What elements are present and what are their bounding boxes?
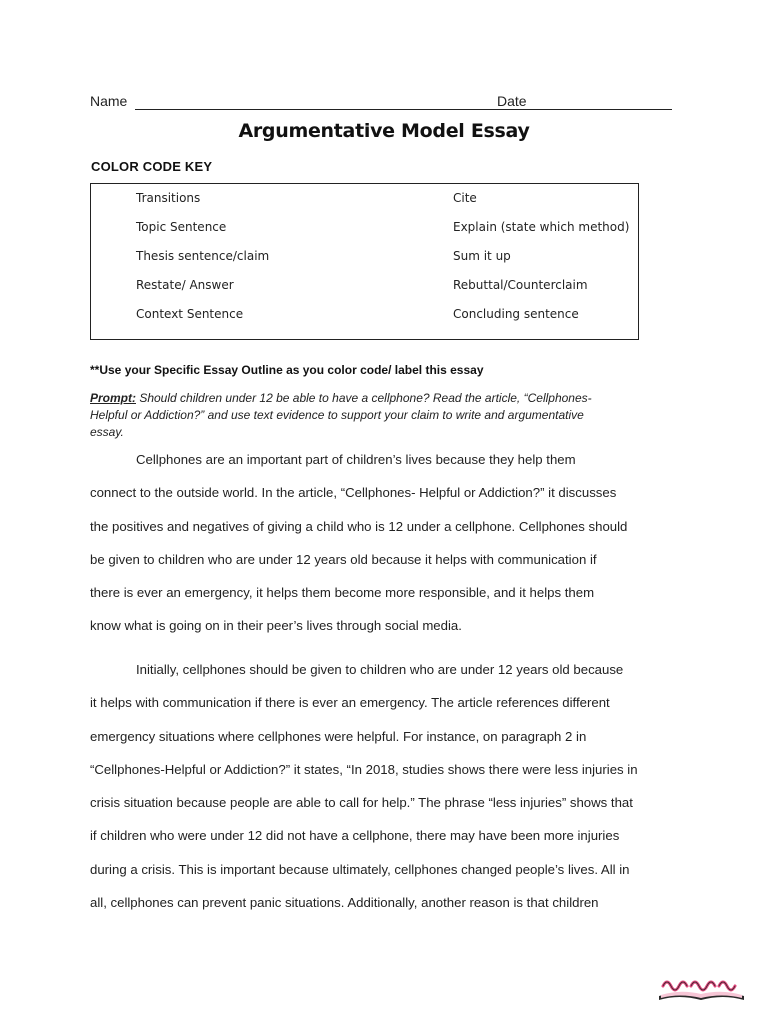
essay-line: know what is going on in their peer’s lives through social media. [90,618,462,634]
essay-line: crisis situation because people are able to call for help.” The phrase “less injuries” shows that [90,795,633,811]
date-field-line[interactable] [534,109,672,110]
essay-line: emergency situations where cellphones were helpful. For instance, on paragraph 2 in [90,728,587,744]
book-logo-icon [655,974,748,1002]
essay-line: the positives and negatives of giving a child who is 12 under a cellphone. Cellphones should [90,518,628,534]
page-title: Argumentative Model Essay [238,120,530,142]
key-item-rebuttal: Rebuttal/Counterclaim [453,278,588,292]
date-label: Date [497,93,527,109]
name-label: Name [90,93,128,109]
key-item-thesis: Thesis sentence/claim [136,249,270,263]
prompt-text: Should children under 12 be able to have a cellphone? Read the article, “Cellphones- [136,391,592,405]
publisher-logo [655,974,748,1002]
essay-prompt [90,390,680,441]
color-code-key-heading: COLOR CODE KEY [91,159,213,174]
essay-line: it helps with communication if there is ever an emergency. The article references different [90,695,610,711]
key-item-cite: Cite [453,191,477,205]
key-item-transitions: Transitions [136,191,201,205]
name-date-row [90,93,675,113]
prompt-line: essay. [90,425,124,439]
key-item-topic-sentence: Topic Sentence [136,220,227,234]
outline-instruction: **Use your Specific Essay Outline as you color code/ label this essay [90,363,484,377]
key-item-context: Context Sentence [136,307,244,321]
key-item-sum-it-up: Sum it up [453,249,511,263]
prompt-line [90,390,680,407]
essay-line: during a crisis. This is important because ultimately, cellphones changed people’s lives. All in [90,861,630,877]
essay-line: Initially, cellphones should be given to children who are under 12 years old because [136,662,624,677]
essay-paragraph-2 [90,662,690,928]
name-field-line[interactable] [135,109,537,110]
essay-paragraph-1 [90,452,690,652]
prompt-label: Prompt: [90,391,136,405]
essay-line: be given to children who are under 12 years old because it helps with communication if [90,551,597,567]
essay-line: if children who were under 12 did not have a cellphone, there may have been more injuries [90,828,620,844]
essay-line: connect to the outside world. In the article, “Cellphones- Helpful or Addiction?” it discusses [90,485,617,501]
key-item-explain: Explain (state which method) [453,220,630,234]
essay-line: there is ever an emergency, it helps them become more responsible, and it helps them [90,585,595,601]
essay-line: “Cellphones-Helpful or Addiction?” it states, “In 2018, studies shows there were less injuries in [90,761,638,777]
key-item-restate: Restate/ Answer [136,278,234,292]
key-item-concluding: Concluding sentence [453,307,579,321]
prompt-line: Helpful or Addiction?” and use text evidence to support your claim to write and argumentative [90,408,584,422]
essay-line: Cellphones are an important part of children’s lives because they help them [136,452,576,467]
color-code-key-box [90,183,639,340]
essay-line: all, cellphones can prevent panic situations. Additionally, another reason is that children [90,895,599,911]
